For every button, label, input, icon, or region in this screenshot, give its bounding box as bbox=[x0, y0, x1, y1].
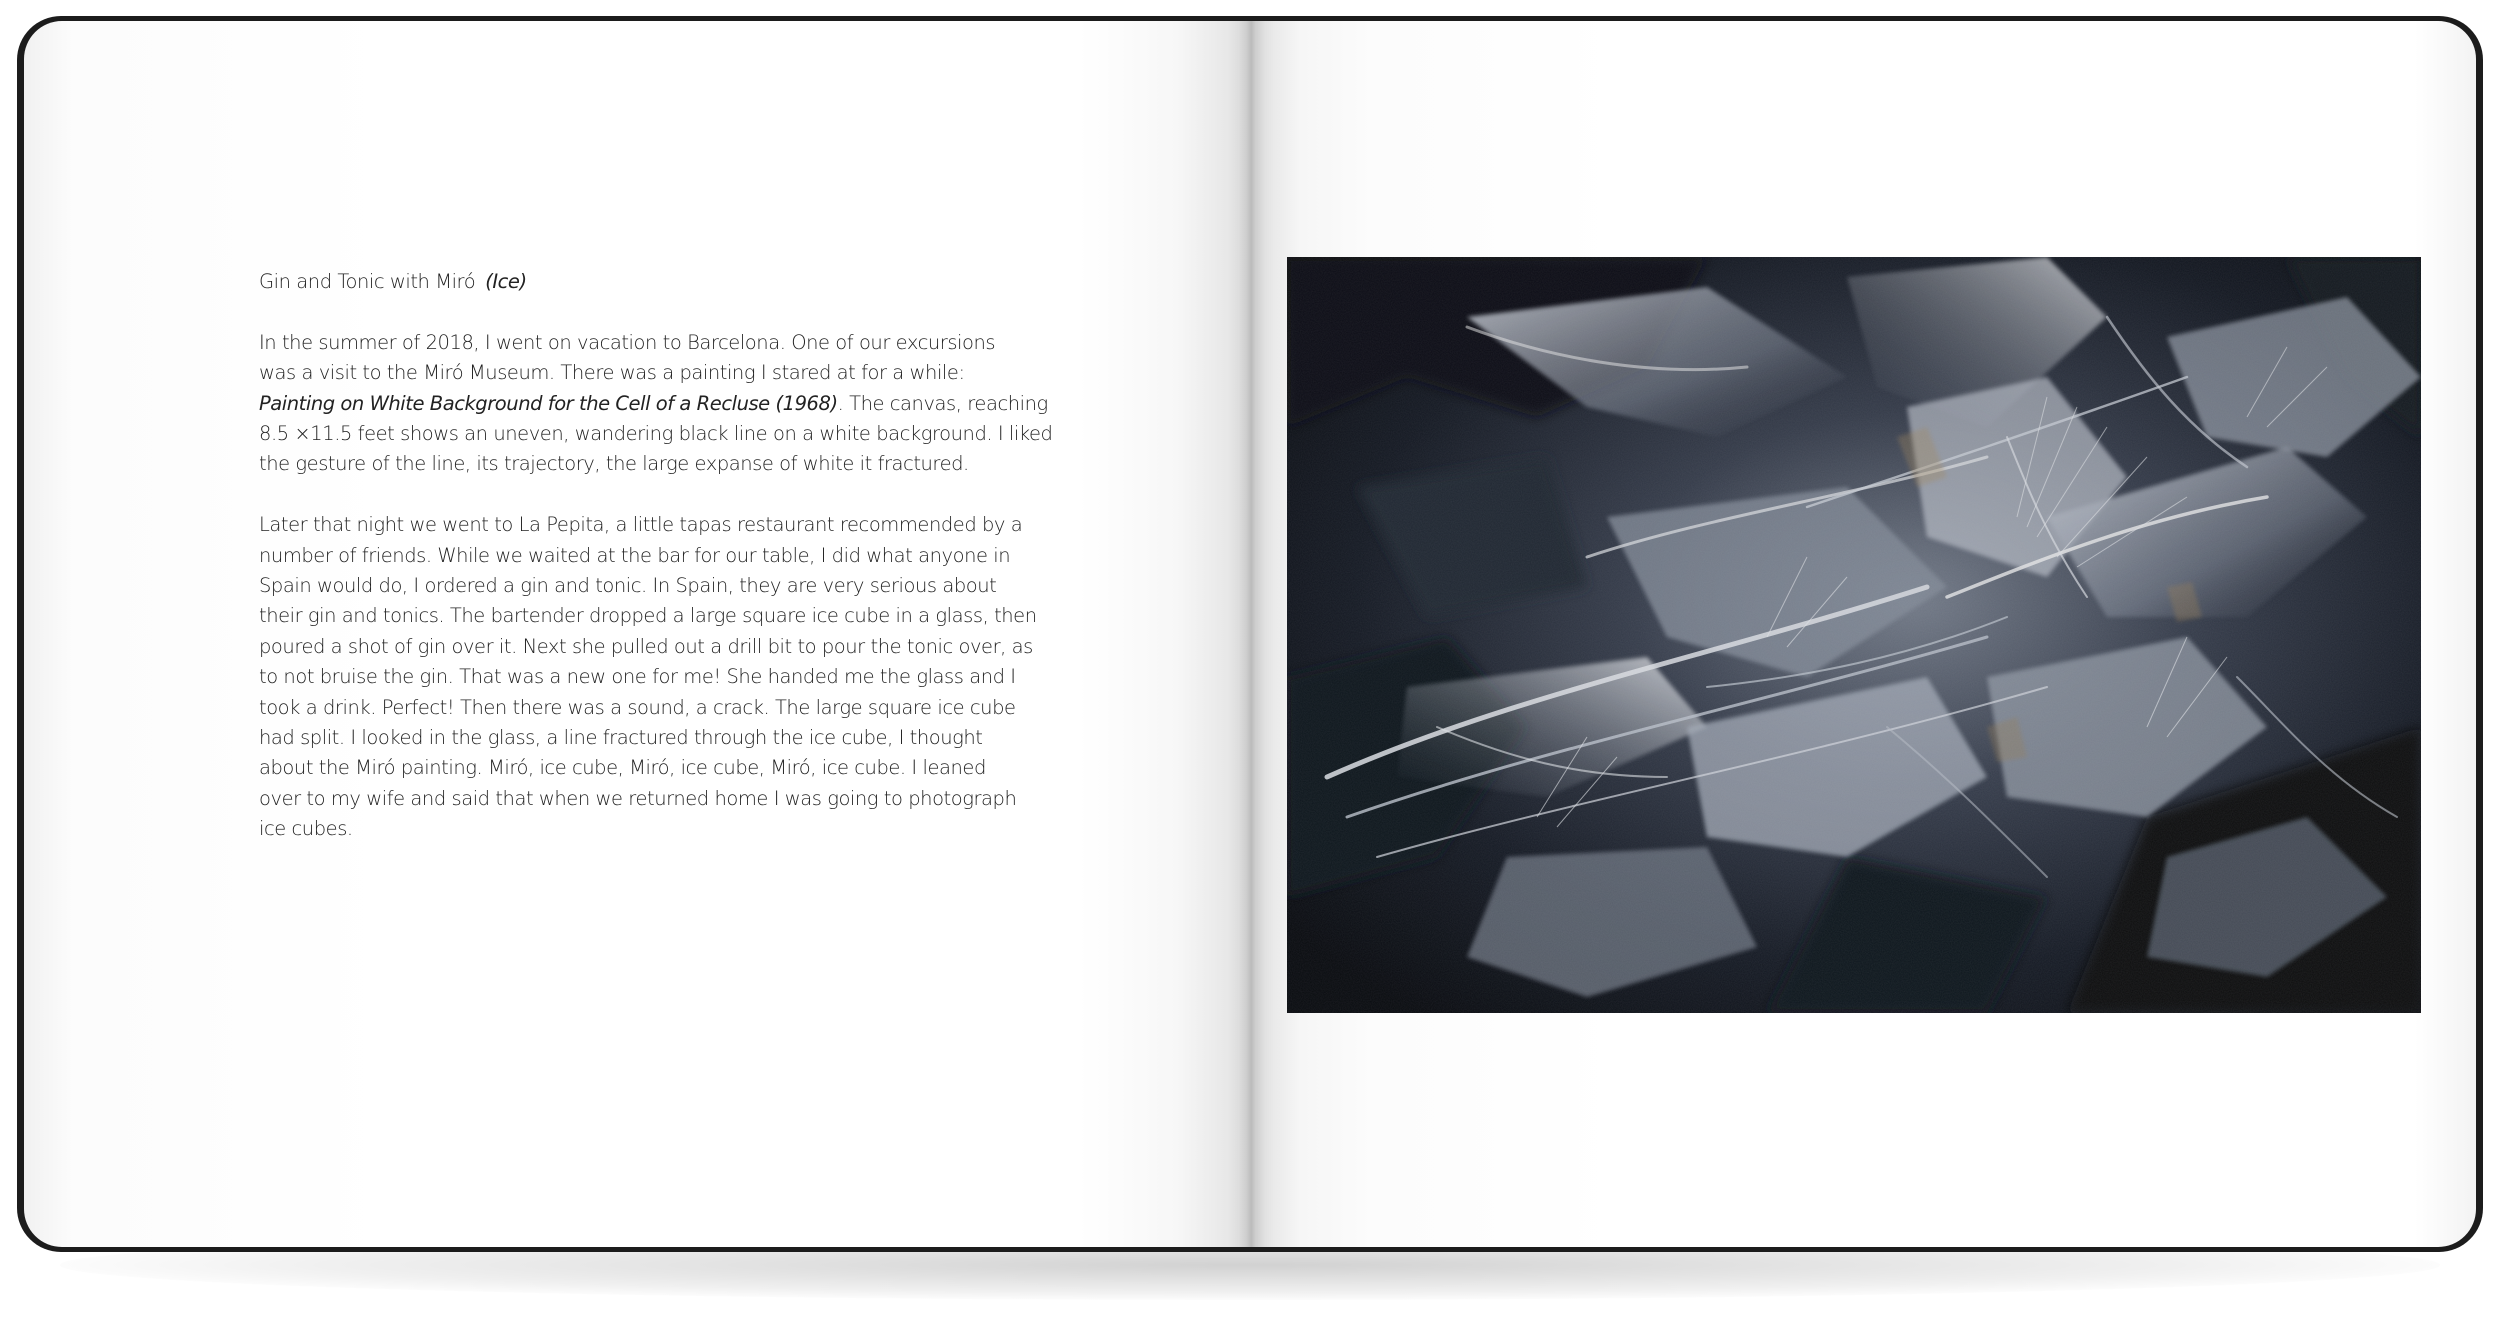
paragraph-2-line-8: had split. I looked in the glass, a line fractured through the ice cube, I thought bbox=[259, 726, 983, 750]
paragraph-1-line-5: the gesture of the line, its trajectory, the large expanse of white it fractured. bbox=[259, 452, 969, 476]
left-page bbox=[24, 21, 1251, 1247]
ice-photograph bbox=[1287, 257, 2421, 1013]
paragraph-2-line-3: Spain would do, I ordered a gin and tonic. In Spain, they are very serious about bbox=[259, 574, 997, 598]
paragraph-2-line-6: to not bruise the gin. That was a new one for me! She handed me the glass and I bbox=[259, 665, 1016, 689]
paragraph-2-line-10: over to my wife and said that when we returned home I was going to photograph bbox=[259, 786, 1017, 810]
paragraph-2-line-5: poured a shot of gin over it. Next she pulled out a drill bit to pour the tonic over, as bbox=[259, 634, 1033, 658]
page-title bbox=[259, 267, 999, 297]
paragraph-1-line-4: 8.5 ×11.5 feet shows an uneven, wandering black line on a white background. I liked bbox=[259, 422, 1053, 446]
paragraph-2-line-4: their gin and tonics. The bartender dropped a large square ice cube in a glass, then bbox=[259, 604, 1037, 628]
paragraph-2-line-9: about the Miró painting. Miró, ice cube, Miró, ice cube, Miró, ice cube. I leaned bbox=[259, 756, 986, 780]
story-text bbox=[259, 267, 1053, 875]
paragraph-2-line-7: took a drink. Perfect! Then there was a sound, a crack. The large square ice cube bbox=[259, 695, 1016, 719]
paragraph-1-line-2: was a visit to the Miró Museum. There was a painting I stared at for a while: bbox=[259, 361, 965, 385]
paragraph-1 bbox=[259, 328, 1053, 480]
ice-photograph-art bbox=[1287, 257, 2421, 1013]
book-gutter bbox=[1228, 21, 1274, 1247]
paragraph-1-line-1: In the summer of 2018, I went on vacation to Barcelona. One of our excursions bbox=[259, 330, 996, 354]
title-subtitle: (Ice) bbox=[485, 270, 527, 293]
paragraph-2-line-2: number of friends. While we waited at the bar for our table, I did what anyone in bbox=[259, 543, 1011, 567]
painting-title-continuation: . The canvas, reaching bbox=[837, 391, 1048, 415]
paragraph-2 bbox=[259, 510, 1037, 844]
paragraph-2-line-1: Later that night we went to La Pepita, a little tapas restaurant recommended by a bbox=[259, 513, 1023, 537]
paragraph-1-line-3 bbox=[259, 389, 1048, 419]
title-text: Gin and Tonic with Miró bbox=[259, 270, 476, 293]
painting-title: Painting on White Background for the Cell of a Recluse (1968) bbox=[259, 391, 838, 415]
paragraph-2-line-11: ice cubes. bbox=[259, 817, 353, 841]
